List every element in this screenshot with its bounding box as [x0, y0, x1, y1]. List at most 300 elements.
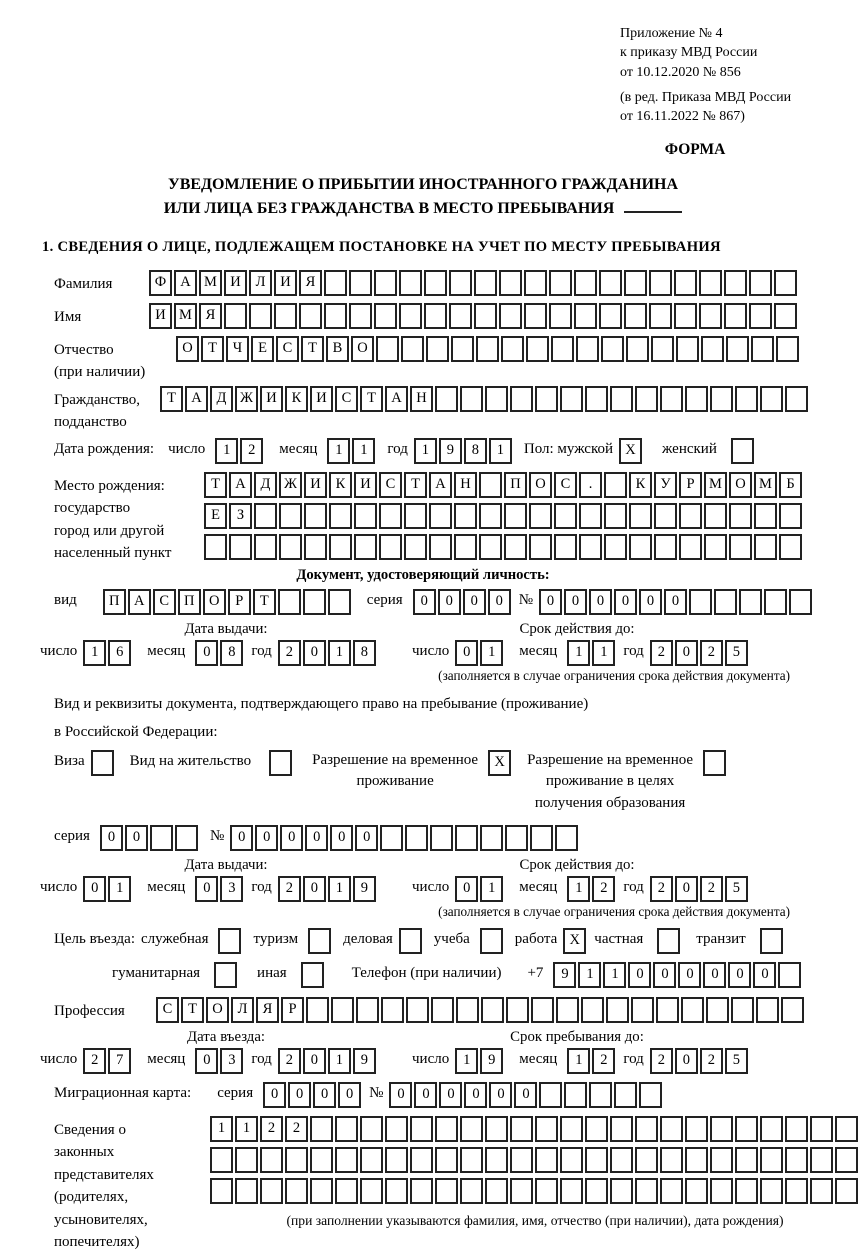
char-cell[interactable]: 1 — [327, 438, 350, 464]
char-cell[interactable] — [535, 1147, 558, 1173]
char-cell[interactable]: 0 — [675, 876, 698, 902]
char-cell[interactable]: 0 — [255, 825, 278, 851]
char-cell[interactable] — [480, 825, 503, 851]
char-cell[interactable]: О — [203, 589, 226, 615]
char-cell[interactable]: 2 — [700, 1048, 723, 1074]
char-cell[interactable]: 0 — [195, 640, 218, 666]
char-cell[interactable]: 1 — [567, 1048, 590, 1074]
char-cell[interactable]: 0 — [288, 1082, 311, 1108]
char-cell[interactable] — [531, 997, 554, 1023]
char-cell[interactable]: Н — [454, 472, 477, 498]
char-cell[interactable]: П — [504, 472, 527, 498]
char-cell[interactable]: 2 — [700, 876, 723, 902]
stay-month-input[interactable] — [567, 1048, 617, 1074]
char-cell[interactable] — [435, 1147, 458, 1173]
char-cell[interactable] — [530, 825, 553, 851]
char-cell[interactable] — [760, 386, 783, 412]
char-cell[interactable]: Л — [249, 270, 272, 296]
char-cell[interactable]: М — [199, 270, 222, 296]
char-cell[interactable]: 0 — [463, 589, 486, 615]
char-cell[interactable] — [360, 1178, 383, 1204]
char-cell[interactable]: 1 — [328, 1048, 351, 1074]
char-cell[interactable] — [760, 1178, 783, 1204]
doc-type-input[interactable] — [103, 589, 353, 615]
char-cell[interactable]: 1 — [210, 1116, 233, 1142]
char-cell[interactable] — [756, 997, 779, 1023]
char-cell[interactable] — [479, 503, 502, 529]
char-cell[interactable]: 2 — [650, 640, 673, 666]
permit-series-input[interactable] — [100, 825, 200, 851]
char-cell[interactable] — [504, 503, 527, 529]
char-cell[interactable]: 7 — [108, 1048, 131, 1074]
char-cell[interactable]: В — [326, 336, 349, 362]
residence-permit-checkbox[interactable] — [269, 750, 294, 776]
char-cell[interactable] — [554, 503, 577, 529]
char-cell[interactable]: И — [149, 303, 172, 329]
char-cell[interactable]: Я — [256, 997, 279, 1023]
char-cell[interactable] — [379, 503, 402, 529]
char-cell[interactable]: Т — [404, 472, 427, 498]
char-cell[interactable] — [701, 336, 724, 362]
char-cell[interactable] — [454, 503, 477, 529]
doc-valid-month-input[interactable] — [567, 640, 617, 666]
purpose-other-checkbox[interactable] — [301, 962, 326, 988]
char-cell[interactable] — [499, 270, 522, 296]
char-cell[interactable] — [204, 534, 227, 560]
purpose-transit-checkbox[interactable] — [760, 928, 785, 954]
char-cell[interactable]: 0 — [564, 589, 587, 615]
char-cell[interactable] — [229, 534, 252, 560]
birth-month-input[interactable] — [327, 438, 377, 464]
char-cell[interactable]: 0 — [653, 962, 676, 988]
char-cell[interactable] — [285, 1178, 308, 1204]
char-cell[interactable] — [308, 928, 331, 954]
temp-residence-checkbox[interactable] — [488, 750, 513, 776]
char-cell[interactable]: 0 — [628, 962, 651, 988]
char-cell[interactable]: 0 — [589, 589, 612, 615]
char-cell[interactable]: А — [229, 472, 252, 498]
char-cell[interactable] — [685, 386, 708, 412]
char-cell[interactable] — [430, 825, 453, 851]
char-cell[interactable] — [576, 336, 599, 362]
char-cell[interactable]: И — [310, 386, 333, 412]
char-cell[interactable] — [629, 503, 652, 529]
char-cell[interactable]: О — [729, 472, 752, 498]
char-cell[interactable]: 0 — [230, 825, 253, 851]
char-cell[interactable] — [835, 1147, 858, 1173]
char-cell[interactable] — [774, 270, 797, 296]
char-cell[interactable] — [654, 534, 677, 560]
char-cell[interactable] — [303, 589, 326, 615]
legal-reps-input-row1[interactable] — [210, 1116, 860, 1142]
char-cell[interactable] — [639, 1082, 662, 1108]
char-cell[interactable]: 9 — [553, 962, 576, 988]
char-cell[interactable] — [726, 336, 749, 362]
sex-male-checkbox[interactable] — [619, 438, 644, 464]
char-cell[interactable]: 0 — [675, 640, 698, 666]
char-cell[interactable] — [835, 1116, 858, 1142]
char-cell[interactable]: Е — [204, 503, 227, 529]
char-cell[interactable] — [656, 997, 679, 1023]
char-cell[interactable]: 0 — [125, 825, 148, 851]
char-cell[interactable] — [564, 1082, 587, 1108]
char-cell[interactable]: 0 — [728, 962, 751, 988]
doc-issue-year-input[interactable] — [278, 640, 378, 666]
char-cell[interactable] — [460, 1147, 483, 1173]
char-cell[interactable]: Т — [301, 336, 324, 362]
doc-valid-day-input[interactable] — [455, 640, 505, 666]
char-cell[interactable] — [731, 997, 754, 1023]
char-cell[interactable]: 0 — [280, 825, 303, 851]
char-cell[interactable] — [310, 1147, 333, 1173]
char-cell[interactable]: 1 — [567, 876, 590, 902]
char-cell[interactable]: 2 — [285, 1116, 308, 1142]
char-cell[interactable] — [599, 303, 622, 329]
char-cell[interactable] — [579, 503, 602, 529]
char-cell[interactable]: 5 — [725, 1048, 748, 1074]
char-cell[interactable] — [764, 589, 787, 615]
char-cell[interactable] — [429, 503, 452, 529]
char-cell[interactable]: 0 — [455, 876, 478, 902]
doc-issue-day-input[interactable] — [83, 640, 133, 666]
char-cell[interactable] — [785, 1147, 808, 1173]
char-cell[interactable]: 0 — [195, 1048, 218, 1074]
char-cell[interactable]: П — [178, 589, 201, 615]
char-cell[interactable] — [774, 303, 797, 329]
char-cell[interactable]: 9 — [439, 438, 462, 464]
char-cell[interactable] — [485, 1147, 508, 1173]
char-cell[interactable] — [699, 303, 722, 329]
char-cell[interactable] — [810, 1147, 833, 1173]
birth-place-input-row1[interactable] — [204, 472, 804, 498]
char-cell[interactable]: 1 — [480, 876, 503, 902]
char-cell[interactable] — [779, 534, 802, 560]
char-cell[interactable]: 0 — [355, 825, 378, 851]
purpose-study-checkbox[interactable] — [480, 928, 505, 954]
char-cell[interactable] — [304, 534, 327, 560]
char-cell[interactable] — [810, 1116, 833, 1142]
char-cell[interactable] — [835, 1178, 858, 1204]
char-cell[interactable] — [435, 386, 458, 412]
char-cell[interactable] — [476, 336, 499, 362]
char-cell[interactable]: 1 — [567, 640, 590, 666]
char-cell[interactable] — [751, 336, 774, 362]
char-cell[interactable] — [560, 1116, 583, 1142]
char-cell[interactable]: 2 — [592, 876, 615, 902]
char-cell[interactable]: 1 — [235, 1116, 258, 1142]
char-cell[interactable] — [610, 1178, 633, 1204]
char-cell[interactable] — [560, 1178, 583, 1204]
char-cell[interactable]: 0 — [414, 1082, 437, 1108]
char-cell[interactable] — [380, 825, 403, 851]
citizenship-input[interactable] — [160, 386, 810, 412]
char-cell[interactable] — [549, 303, 572, 329]
char-cell[interactable] — [635, 1178, 658, 1204]
permit-issue-year-input[interactable] — [278, 876, 378, 902]
char-cell[interactable] — [624, 303, 647, 329]
char-cell[interactable] — [424, 303, 447, 329]
char-cell[interactable] — [479, 472, 502, 498]
char-cell[interactable]: М — [174, 303, 197, 329]
char-cell[interactable]: И — [354, 472, 377, 498]
char-cell[interactable]: 2 — [278, 640, 301, 666]
char-cell[interactable] — [460, 1178, 483, 1204]
legal-reps-input-row2[interactable] — [210, 1147, 860, 1173]
char-cell[interactable] — [404, 503, 427, 529]
permit-number-input[interactable] — [230, 825, 580, 851]
char-cell[interactable] — [279, 534, 302, 560]
char-cell[interactable] — [555, 825, 578, 851]
char-cell[interactable] — [150, 825, 173, 851]
char-cell[interactable] — [506, 997, 529, 1023]
char-cell[interactable] — [376, 336, 399, 362]
char-cell[interactable] — [331, 997, 354, 1023]
char-cell[interactable]: 1 — [328, 640, 351, 666]
char-cell[interactable]: Р — [281, 997, 304, 1023]
char-cell[interactable] — [299, 303, 322, 329]
char-cell[interactable] — [524, 270, 547, 296]
char-cell[interactable]: X — [563, 928, 586, 954]
char-cell[interactable] — [710, 386, 733, 412]
char-cell[interactable] — [604, 472, 627, 498]
char-cell[interactable] — [210, 1147, 233, 1173]
char-cell[interactable]: М — [754, 472, 777, 498]
char-cell[interactable]: А — [174, 270, 197, 296]
char-cell[interactable] — [381, 997, 404, 1023]
char-cell[interactable]: 2 — [83, 1048, 106, 1074]
char-cell[interactable] — [524, 303, 547, 329]
char-cell[interactable] — [91, 750, 114, 776]
char-cell[interactable]: 2 — [592, 1048, 615, 1074]
char-cell[interactable]: 1 — [108, 876, 131, 902]
char-cell[interactable]: 0 — [330, 825, 353, 851]
char-cell[interactable] — [660, 1116, 683, 1142]
char-cell[interactable]: 0 — [195, 876, 218, 902]
char-cell[interactable]: 0 — [678, 962, 701, 988]
entry-year-input[interactable] — [278, 1048, 378, 1074]
purpose-humanitarian-checkbox[interactable] — [214, 962, 239, 988]
char-cell[interactable] — [399, 270, 422, 296]
entry-day-input[interactable] — [83, 1048, 133, 1074]
profession-input[interactable] — [156, 997, 806, 1023]
char-cell[interactable] — [785, 386, 808, 412]
char-cell[interactable] — [175, 825, 198, 851]
char-cell[interactable]: К — [629, 472, 652, 498]
purpose-official-checkbox[interactable] — [218, 928, 243, 954]
char-cell[interactable] — [710, 1147, 733, 1173]
char-cell[interactable] — [724, 270, 747, 296]
char-cell[interactable] — [529, 534, 552, 560]
doc-number-input[interactable] — [539, 589, 814, 615]
char-cell[interactable] — [214, 962, 237, 988]
char-cell[interactable] — [556, 997, 579, 1023]
char-cell[interactable] — [631, 997, 654, 1023]
char-cell[interactable] — [674, 303, 697, 329]
char-cell[interactable] — [649, 270, 672, 296]
char-cell[interactable]: 8 — [464, 438, 487, 464]
char-cell[interactable]: 1 — [83, 640, 106, 666]
permit-issue-day-input[interactable] — [83, 876, 133, 902]
char-cell[interactable]: П — [103, 589, 126, 615]
char-cell[interactable]: А — [429, 472, 452, 498]
char-cell[interactable] — [674, 270, 697, 296]
char-cell[interactable] — [505, 825, 528, 851]
char-cell[interactable] — [574, 270, 597, 296]
char-cell[interactable]: 1 — [215, 438, 238, 464]
char-cell[interactable] — [379, 534, 402, 560]
char-cell[interactable] — [739, 589, 762, 615]
char-cell[interactable]: К — [329, 472, 352, 498]
char-cell[interactable]: С — [554, 472, 577, 498]
char-cell[interactable]: О — [351, 336, 374, 362]
char-cell[interactable]: 0 — [413, 589, 436, 615]
char-cell[interactable] — [629, 534, 652, 560]
char-cell[interactable] — [554, 534, 577, 560]
char-cell[interactable] — [485, 1116, 508, 1142]
char-cell[interactable]: Ж — [235, 386, 258, 412]
char-cell[interactable]: 1 — [455, 1048, 478, 1074]
legal-reps-input-row3[interactable] — [210, 1178, 860, 1204]
char-cell[interactable] — [456, 997, 479, 1023]
char-cell[interactable] — [679, 534, 702, 560]
char-cell[interactable]: Т — [201, 336, 224, 362]
char-cell[interactable] — [310, 1178, 333, 1204]
char-cell[interactable] — [278, 589, 301, 615]
char-cell[interactable] — [749, 270, 772, 296]
char-cell[interactable]: У — [654, 472, 677, 498]
char-cell[interactable] — [785, 1178, 808, 1204]
char-cell[interactable]: Т — [253, 589, 276, 615]
char-cell[interactable] — [529, 503, 552, 529]
char-cell[interactable]: И — [224, 270, 247, 296]
char-cell[interactable] — [581, 997, 604, 1023]
char-cell[interactable] — [685, 1116, 708, 1142]
temp-residence-edu-checkbox[interactable] — [703, 750, 728, 776]
char-cell[interactable]: 6 — [108, 640, 131, 666]
char-cell[interactable] — [778, 962, 801, 988]
char-cell[interactable] — [610, 1116, 633, 1142]
char-cell[interactable] — [710, 1116, 733, 1142]
char-cell[interactable] — [504, 534, 527, 560]
char-cell[interactable]: X — [488, 750, 511, 776]
birth-year-input[interactable] — [414, 438, 514, 464]
char-cell[interactable] — [460, 1116, 483, 1142]
char-cell[interactable] — [585, 1147, 608, 1173]
char-cell[interactable]: 0 — [464, 1082, 487, 1108]
permit-valid-day-input[interactable] — [455, 876, 505, 902]
permit-valid-month-input[interactable] — [567, 876, 617, 902]
char-cell[interactable]: 9 — [353, 876, 376, 902]
char-cell[interactable]: Р — [679, 472, 702, 498]
char-cell[interactable] — [385, 1178, 408, 1204]
char-cell[interactable]: А — [128, 589, 151, 615]
char-cell[interactable]: К — [285, 386, 308, 412]
char-cell[interactable]: 0 — [488, 589, 511, 615]
char-cell[interactable] — [635, 1116, 658, 1142]
char-cell[interactable]: 1 — [489, 438, 512, 464]
char-cell[interactable] — [781, 997, 804, 1023]
char-cell[interactable]: А — [185, 386, 208, 412]
char-cell[interactable] — [399, 928, 422, 954]
char-cell[interactable] — [599, 270, 622, 296]
char-cell[interactable] — [249, 303, 272, 329]
char-cell[interactable] — [704, 534, 727, 560]
char-cell[interactable] — [710, 1178, 733, 1204]
char-cell[interactable]: 5 — [725, 876, 748, 902]
char-cell[interactable] — [735, 1116, 758, 1142]
char-cell[interactable]: 0 — [313, 1082, 336, 1108]
char-cell[interactable]: 0 — [675, 1048, 698, 1074]
char-cell[interactable] — [660, 386, 683, 412]
char-cell[interactable] — [510, 386, 533, 412]
char-cell[interactable] — [260, 1147, 283, 1173]
char-cell[interactable]: 0 — [438, 589, 461, 615]
char-cell[interactable] — [510, 1147, 533, 1173]
char-cell[interactable]: Н — [410, 386, 433, 412]
char-cell[interactable]: Я — [199, 303, 222, 329]
birth-place-input-row3[interactable] — [204, 534, 804, 560]
char-cell[interactable] — [604, 503, 627, 529]
char-cell[interactable] — [224, 303, 247, 329]
char-cell[interactable] — [360, 1147, 383, 1173]
char-cell[interactable] — [560, 386, 583, 412]
char-cell[interactable] — [304, 503, 327, 529]
char-cell[interactable] — [574, 303, 597, 329]
char-cell[interactable] — [731, 438, 754, 464]
sex-female-checkbox[interactable] — [731, 438, 756, 464]
char-cell[interactable] — [385, 1147, 408, 1173]
char-cell[interactable]: 0 — [614, 589, 637, 615]
char-cell[interactable]: 0 — [338, 1082, 361, 1108]
char-cell[interactable] — [760, 1116, 783, 1142]
char-cell[interactable] — [754, 534, 777, 560]
char-cell[interactable] — [551, 336, 574, 362]
char-cell[interactable] — [735, 386, 758, 412]
char-cell[interactable] — [429, 534, 452, 560]
char-cell[interactable]: 0 — [305, 825, 328, 851]
char-cell[interactable]: 3 — [220, 876, 243, 902]
char-cell[interactable] — [499, 303, 522, 329]
char-cell[interactable] — [789, 589, 812, 615]
char-cell[interactable] — [329, 534, 352, 560]
char-cell[interactable] — [329, 503, 352, 529]
char-cell[interactable]: . — [579, 472, 602, 498]
char-cell[interactable] — [729, 503, 752, 529]
char-cell[interactable] — [404, 534, 427, 560]
char-cell[interactable]: Б — [779, 472, 802, 498]
char-cell[interactable] — [301, 962, 324, 988]
char-cell[interactable] — [679, 503, 702, 529]
char-cell[interactable] — [435, 1116, 458, 1142]
char-cell[interactable] — [254, 534, 277, 560]
char-cell[interactable]: 0 — [389, 1082, 412, 1108]
char-cell[interactable] — [410, 1116, 433, 1142]
visa-checkbox[interactable] — [91, 750, 116, 776]
char-cell[interactable] — [426, 336, 449, 362]
char-cell[interactable] — [660, 1147, 683, 1173]
char-cell[interactable]: 0 — [753, 962, 776, 988]
char-cell[interactable] — [335, 1147, 358, 1173]
char-cell[interactable] — [689, 589, 712, 615]
char-cell[interactable] — [626, 336, 649, 362]
char-cell[interactable] — [635, 386, 658, 412]
char-cell[interactable] — [435, 1178, 458, 1204]
char-cell[interactable] — [699, 270, 722, 296]
char-cell[interactable] — [614, 1082, 637, 1108]
char-cell[interactable]: 0 — [639, 589, 662, 615]
doc-valid-year-input[interactable] — [650, 640, 750, 666]
char-cell[interactable] — [218, 928, 241, 954]
